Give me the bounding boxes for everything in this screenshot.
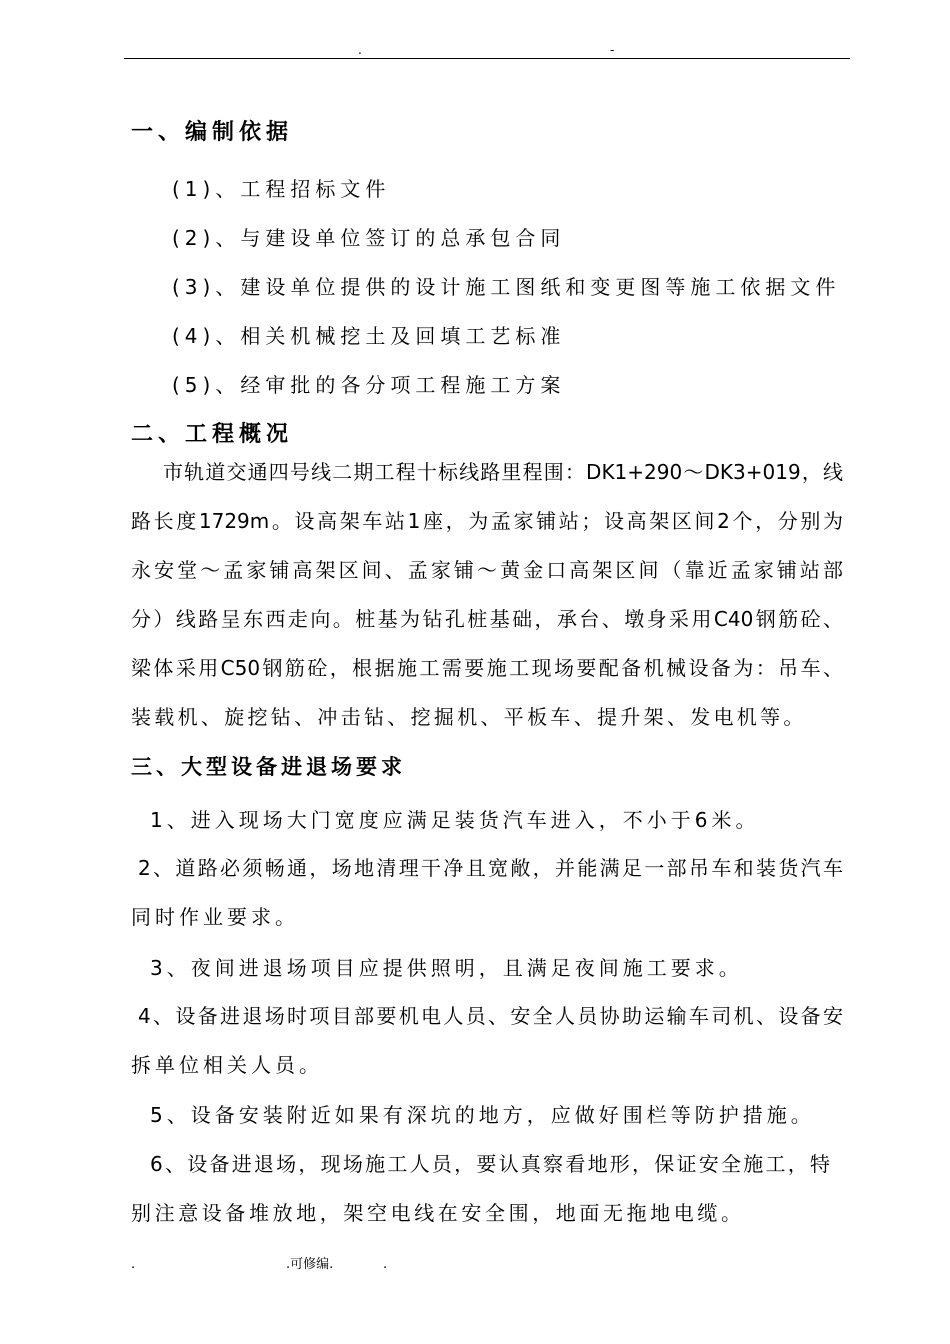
requirement-4-line-1: 4、设备进退场时项目部要机电人员、安全人员协助运输车司机、设备安 [138,1004,843,1028]
section-heading-equipment: 三、大型设备进退场要求 [131,755,406,779]
overview-line-4: 分）线路呈东西走向。桩基为钻孔桩基础，承台、墩身采用C40钢筋砼、 [131,607,843,631]
basis-item-2: (2)、与建设单位签订的总承包合同 [172,226,566,250]
requirement-6-line-1: 6、设备进退场，现场施工人员，要认真察看地形，保证安全施工，特 [150,1152,830,1176]
footer-editable-note: .可修编. [286,1257,334,1272]
basis-item-5: (5)、经审批的各分项工程施工方案 [172,373,566,397]
header-dot-mark: . [358,43,362,57]
overview-line-1: 市轨道交通四号线二期工程十标线路里程围：DK1+290～DK3+019，线 [163,460,843,484]
requirement-1: 1、进入现场大门宽度应满足装货汽车进入，不小于6米。 [150,808,760,832]
footer-dot-right: . [383,1257,388,1272]
header-rule [124,58,850,59]
basis-item-3: (3)、建设单位提供的设计施工图纸和变更图等施工依据文件 [172,275,841,299]
section-heading-basis: 一、编制依据 [131,120,294,145]
overview-line-3: 永安堂～孟家铺高架区间、孟家铺～黄金口高架区间（靠近孟家铺站部 [131,558,843,582]
overview-line-6: 装载机、旋挖钻、冲击钻、挖掘机、平板车、提升架、发电机等。 [131,705,807,729]
requirement-5: 5、设备安装附近如果有深坑的地方，应做好围栏等防护措施。 [150,1103,815,1127]
header-dash-mark: - [610,43,615,57]
overview-line-5: 梁体采用C50钢筋砼，根据施工需要施工现场要配备机械设备为：吊车、 [131,656,843,680]
footer-dot-left: . [131,1257,136,1272]
requirement-6-line-2: 别注意设备堆放地，架空电线在安全围，地面无拖地电缆。 [131,1201,745,1225]
section-heading-overview: 二、工程概况 [131,422,294,447]
requirement-3: 3、夜间进退场项目应提供照明，且满足夜间施工要求。 [150,956,743,980]
overview-line-2: 路长度1729m。设高架车站1座，为孟家铺站；设高架区间2个，分别为 [131,509,843,533]
requirement-2-line-2: 同时作业要求。 [131,905,299,929]
basis-item-1: (1)、工程招标文件 [172,177,391,201]
requirement-4-line-2: 拆单位相关人员。 [131,1053,323,1077]
requirement-2-line-1: 2、道路必须畅通，场地清理干净且宽敞，并能满足一部吊车和装货汽车 [138,856,843,880]
basis-item-4: (4)、相关机械挖土及回填工艺标准 [172,324,566,348]
